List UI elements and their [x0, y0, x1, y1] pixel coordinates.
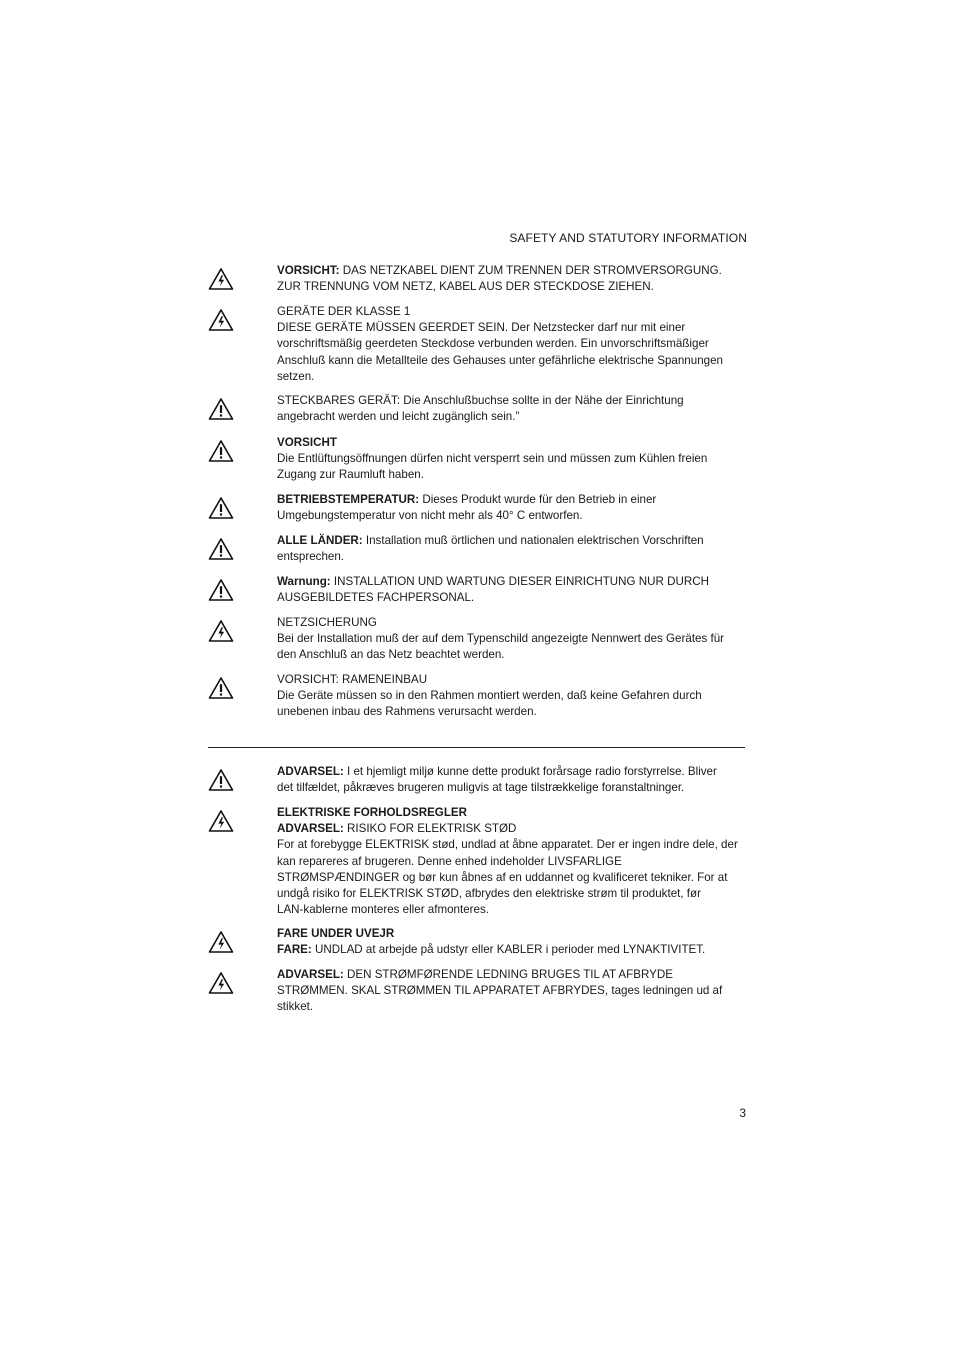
- notice-line: [277, 926, 747, 942]
- notice-line: [277, 393, 747, 409]
- exclamation-warning-icon: [208, 439, 234, 463]
- notice-line: [277, 336, 747, 352]
- exclamation-warning-icon: [208, 676, 234, 700]
- notice-heading: FARE:: [277, 943, 312, 957]
- section-divider: [208, 747, 745, 748]
- notice-body: Bei der Installation muß der auf dem Typenschild angezeigte Nennwert des Gerätes für: [277, 632, 725, 646]
- notice-line: [277, 704, 747, 720]
- notice-body: DIESE GERÄTE MÜSSEN GEERDET SEIN. Der Netzstecker darf nur mit einer: [277, 321, 686, 335]
- notice-heading: Warnung:: [277, 575, 331, 588]
- notice-body: Installation muß örtlichen und nationalen elektrischen Vorschriften: [362, 534, 704, 547]
- notice-body: den Anschluß an das Netz beachtet werden.: [277, 648, 505, 662]
- notice-body: INSTALLATION UND WARTUNG DIESER EINRICHTUNG NUR DURCH: [330, 575, 709, 588]
- notice-text: [277, 304, 747, 385]
- notice-heading: VORSICHT:: [277, 264, 340, 277]
- notice-body: DEN STRØMFØRENDE LEDNING BRUGES TIL AT AFBRYDE: [343, 968, 673, 981]
- exclamation-warning-icon: [208, 537, 234, 561]
- notice-body: STRØMSPÆNDINGER og bør kun åbnes af en uddannet og kvalificeret tekniker. For at: [277, 870, 728, 884]
- notice-line: [277, 870, 747, 886]
- notice-body: entsprechen.: [277, 550, 345, 564]
- notice-line: [277, 467, 747, 483]
- notice-body: angebracht werden und leicht zugänglich sein.”: [277, 410, 520, 424]
- notice-line: [277, 902, 747, 918]
- exclamation-warning-icon: [208, 397, 234, 421]
- notice-body: For at forebygge ELEKTRISK stød, undlad at åbne apparatet. Der er ingen indre dele, der: [277, 838, 738, 852]
- notice-line: [277, 615, 747, 631]
- electric-warning-icon: [208, 971, 234, 995]
- notice-body: vorschriftsmäßig geerdeten Steckdose verbunden werden. Ein unvorschriftsmäßiger: [277, 337, 709, 351]
- notice-line: [277, 672, 747, 688]
- notice-line: [277, 549, 747, 565]
- notice-line: [277, 279, 747, 295]
- notice-body: Zugang zur Raumluft haben.: [277, 468, 424, 482]
- notice-line: [277, 631, 747, 647]
- notice-line: [277, 435, 747, 451]
- notice-body: kan repareres af brugeren. Denne enhed indeholder LIVSFARLIGE: [277, 854, 622, 868]
- notice-line: [277, 369, 747, 385]
- notice-text: [277, 672, 747, 721]
- notice-text: [277, 492, 747, 524]
- notice-body: I et hjemligt miljø kunne dette produkt forårsage radio forstyrrelse. Bliver: [343, 765, 717, 778]
- notice-line: [277, 886, 747, 902]
- notice-line: [277, 967, 747, 983]
- notice-line: [277, 999, 747, 1015]
- notice-body: Umgebungstemperatur von nicht mehr als 40° C entworfen.: [277, 509, 583, 523]
- notice-line: [277, 451, 747, 467]
- notice-line: [277, 942, 747, 958]
- notice-body: AUSGEBILDETES FACHPERSONAL.: [277, 591, 475, 605]
- notice-line: [277, 854, 747, 870]
- notice-body: NETZSICHERUNG: [277, 616, 377, 629]
- notice-line: [277, 533, 747, 549]
- notice-line: [277, 805, 747, 821]
- notice-text: [277, 533, 747, 565]
- notice-heading: ELEKTRISKE FORHOLDSREGLER: [277, 806, 468, 819]
- notice-heading: FARE UNDER UVEJR: [277, 927, 395, 940]
- notice-text: [277, 805, 747, 918]
- notice-line: [277, 263, 747, 279]
- exclamation-warning-icon: [208, 768, 234, 792]
- notice-text: [277, 967, 747, 1016]
- notice-text: [277, 615, 747, 664]
- notice-line: [277, 764, 747, 780]
- notice-text: [277, 263, 747, 295]
- notice-body: undgå risiko for ELEKTRISK STØD, afbrydes den elektriske strøm til produktet, før: [277, 887, 701, 901]
- electric-warning-icon: [208, 267, 234, 291]
- notice-body: DAS NETZKABEL DIENT ZUM TRENNEN DER STROMVERSORGUNG.: [339, 264, 722, 277]
- notice-line: [277, 574, 747, 590]
- notice-line: [277, 492, 747, 508]
- notice-body: unebenen inbau des Rahmens verursacht werden.: [277, 705, 537, 719]
- notice-text: [277, 574, 747, 606]
- notice-body: RISIKO FOR ELEKTRISK STØD: [343, 822, 517, 836]
- notice-text: [277, 435, 747, 484]
- notice-line: [277, 837, 747, 853]
- electric-warning-icon: [208, 809, 234, 833]
- electric-warning-icon: [208, 930, 234, 954]
- notice-body: stikket.: [277, 1000, 314, 1014]
- notice-body: GERÄTE DER KLASSE 1: [277, 305, 411, 318]
- notice-heading: ADVARSEL:: [277, 822, 344, 836]
- notice-line: [277, 983, 747, 999]
- notice-heading: ADVARSEL:: [277, 765, 344, 778]
- electric-warning-icon: [208, 308, 234, 332]
- notice-line: [277, 409, 747, 425]
- exclamation-warning-icon: [208, 496, 234, 520]
- notice-text: [277, 926, 747, 958]
- electric-warning-icon: [208, 619, 234, 643]
- notice-body: ZUR TRENNUNG VOM NETZ, KABEL AUS DER STECKDOSE ZIEHEN.: [277, 280, 654, 294]
- notice-body: Dieses Produkt wurde für den Betrieb in einer: [419, 493, 657, 506]
- notice-line: [277, 353, 747, 369]
- notice-line: [277, 821, 747, 837]
- notice-text: [277, 393, 747, 425]
- notice-heading: VORSICHT: [277, 436, 337, 449]
- notice-body: Die Geräte müssen so in den Rahmen montiert werden, daß keine Gefahren durch: [277, 689, 702, 703]
- notice-body: STECKBARES GERÄT: Die Anschlußbuchse sollte in der Nähe der Einrichtung: [277, 394, 684, 407]
- page-header: SAFETY AND STATUTORY INFORMATION: [509, 231, 747, 245]
- notice-body: STRØMMEN. SKAL STRØMMEN TIL APPARATET AFBRYDES, tages ledningen ud af: [277, 984, 723, 998]
- notice-text: [277, 764, 747, 796]
- notice-heading: BETRIEBSTEMPERATUR:: [277, 493, 420, 506]
- page-number: 3: [739, 1106, 746, 1120]
- notice-line: [277, 647, 747, 663]
- notice-body: setzen.: [277, 369, 315, 383]
- notice-line: [277, 320, 747, 336]
- notice-body: det tilfældet, påkræves brugeren muligvis at tage tilstrækkelige foranstaltninger.: [277, 781, 685, 795]
- notice-body: UNDLAD at arbejde på udstyr eller KABLER i perioder med LYNAKTIVITET.: [311, 943, 706, 957]
- notice-body: VORSICHT: RAMENEINBAU: [277, 673, 428, 686]
- notice-line: [277, 304, 747, 320]
- notice-line: [277, 590, 747, 606]
- notice-heading: ADVARSEL:: [277, 968, 344, 981]
- notice-body: Die Entlüftungsöffnungen dürfen nicht versperrt sein und müssen zum Kühlen freien: [277, 452, 708, 466]
- notice-body: Anschluß kann die Metallteile des Gehauses unter gefährliche elektrische Spannungen: [277, 353, 723, 367]
- notice-line: [277, 508, 747, 524]
- notice-heading: ALLE LÄNDER:: [277, 534, 363, 547]
- notice-line: [277, 780, 747, 796]
- exclamation-warning-icon: [208, 578, 234, 602]
- notice-body: LAN-kablerne monteres eller afmonteres.: [277, 903, 490, 917]
- notice-line: [277, 688, 747, 704]
